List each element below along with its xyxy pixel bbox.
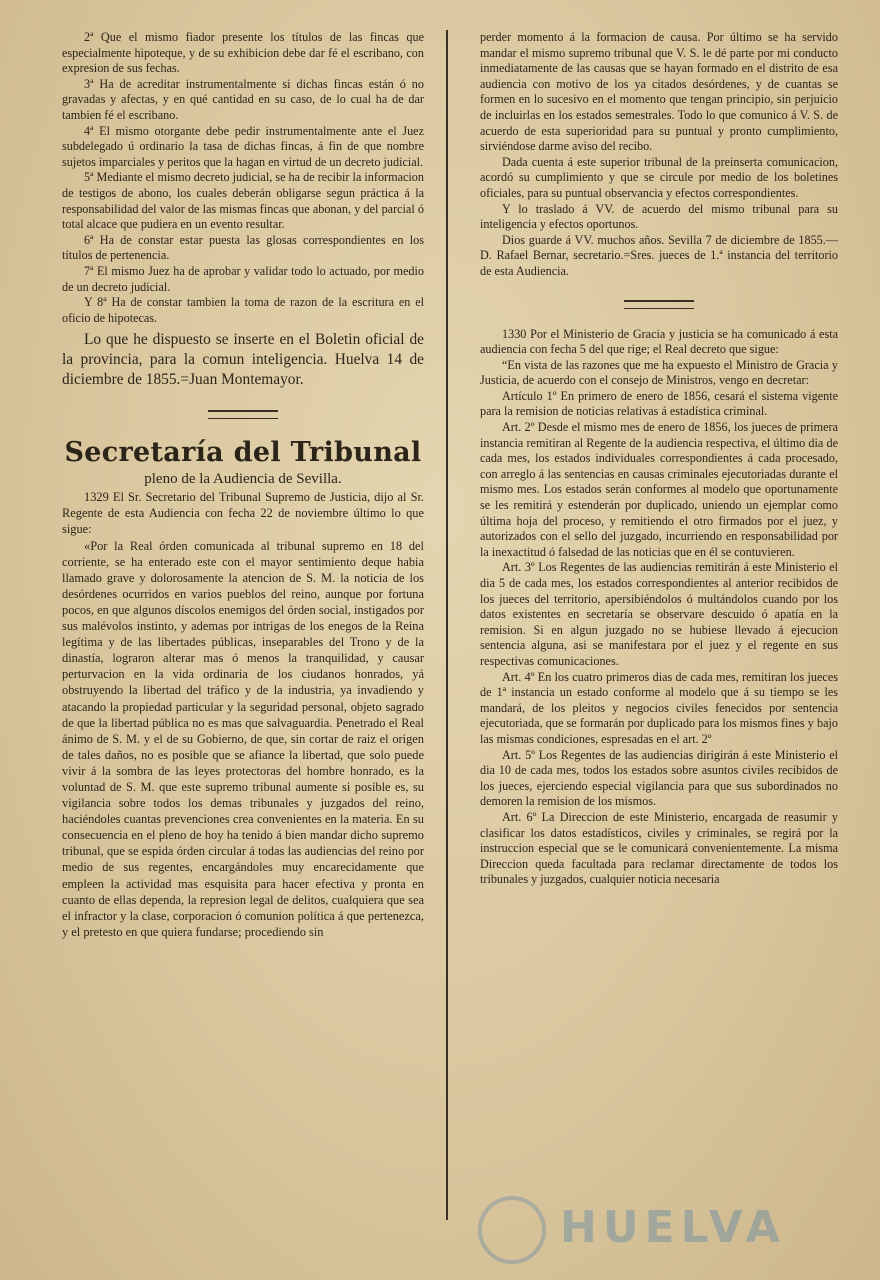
paragraph-decree-quote: “En vista de las razones que me ha expuesto el Ministro de Gracia y Justicia, de acuerdo con el consejo de Ministros, vengo en decretar: <box>480 357 838 388</box>
section-subtitle: pleno de la Audiencia de Sevilla. <box>144 471 342 488</box>
condition-8: Y 8ª Ha de constar tambien la toma de razon de la escritura en el oficio de hipotecas. <box>62 295 424 325</box>
condition-2: 2ª Que el mismo fiador presente los títulos de las fincas que especialmente hipoteque, y de su exhibicion debe dar fé el escribano, con expresion de sus fechas. <box>62 30 424 76</box>
column-rule <box>446 30 448 1220</box>
condition-7: 7ª El mismo Juez ha de aprobar y validar todo lo actuado, por medio de un decreto judicial. <box>62 263 424 294</box>
section-title: Secretaría del Tribunal <box>64 437 422 469</box>
article-1: Artículo 1º En primero de enero de 1856, cesará el sistema vigente para la remision de noticias relativas á estadística criminal. <box>480 388 838 419</box>
condition-6: 6ª Ha de constar estar puesta las glosas correspondientes en los títulos de pertenencia. <box>62 232 424 263</box>
edict-paragraph: Lo que he dispuesto se inserte en el Boletin oficial de la provincia, para la comun inteligencia. Huelva 14 de diciembre de 1855.=Juan Montemayor. <box>62 331 424 389</box>
condition-3: 3ª Ha de acreditar instrumentalmente si dichas fincas están ó no gravadas y afectas, y en qué cantidad en su caso, de lo cual ha de dar tambien fé el escribano. <box>62 76 424 122</box>
watermark-badge-icon <box>478 1196 546 1264</box>
article-5: Art. 5º Los Regentes de las audiencias dirigirán á este Ministerio el dia 10 de cada mes, todos los estados sobre asuntos civiles recibidos de los jueces, ejerciendo especial vigilancia para que sus subordinados no demoren la remision de los mismos. <box>480 747 838 809</box>
left-column <box>62 30 424 940</box>
article-4: Art. 4º En los cuatro primeros dias de cada mes, remitiran los jueces de 1ª instancia un estado conforme al modelo que á su tiempo se les mandará, de los pleitos y negocios civiles fenecidos por sentencia ejecutoriada, que se formarán por duplicado para los mismos fines y bajo las mismas condiciones, espresadas en el art. 2º <box>480 669 838 746</box>
paragraph-continuation: perder momento á la formacion de causa. Por último se ha servido mandar el mismo supremo tribunal que V. S. le dé parte por mi conducto inmediatamente de las causas que se hayan formado en el distrito de esa audiencia con motivo de los ya citados desórdenes, y de cuantas se formen en lo sucesivo en el momento que tengan principio, sin perjuicio de incluirlas en los estados semestrales. Todo lo que comunico á V. S. de acuerdo de esta superioridad para su puntual y pronto cumplimiento, sirviéndose darme aviso del recibo. <box>480 30 838 154</box>
condition-4: 4ª El mismo otorgante debe pedir instrumentalmente ante el Juez subdelegado ú ordinario la tasa de dichas fincas, á fin de que nombre sujetos imparciales y peritos que la hagan en virtud de un decreto judicial. <box>62 123 424 169</box>
article-2: Art. 2º Desde el mismo mes de enero de 1856, los jueces de primera instancia remitiran al Regente de la audiencia respectiva, el último dia de cada mes, los estados individuales correspondientes á cada procesado, con arreglo á las sentencias en causas criminales ejecutoriadas durante el mismo mes. Los estados serán conformes al modelo que oportunamente se les remitirá y estenderán por duplicado, uniendo un ejemplar como última hoja del proceso, y remitiendo el otro firmados por el juez, y autorizados con el sello del juzgado, incurriendo en responsabilidad por la inexactitud ó falsedad de las noticias que en él se contuvieren. <box>480 420 838 559</box>
section-divider-ornament-right <box>624 300 694 309</box>
paragraph-traslado: Y lo traslado á VV. de acuerdo del mismo tribunal para su inteligencia y efectos oportunos. <box>480 201 838 232</box>
article-3: Art. 3º Los Regentes de las audiencias remitirán á este Ministerio el dia 5 de cada mes, los estados correspondientes al anterior recibidos de los jueces del territorio, apersibiéndolos ó multándolos cuando por los datos existentes en secretaría se observare descuido ó apatía en la remision. Si en algun juzgado no se hubiese llevado á ejecucion sentencia alguna, asi se manifestara por el juez y el regente en sus respectivas comunicaciones. <box>480 560 838 668</box>
paragraph-dada-cuenta: Dada cuenta á este superior tribunal de la preinserta comunicacion, acordó su cumplimiento y que se circule por medio de los boletines oficiales, para su puntual observancia y efectos correspondientes. <box>480 154 838 200</box>
section-divider-ornament <box>208 410 278 419</box>
watermark-text: HUELVA <box>560 1202 786 1253</box>
paragraph-1329-intro: 1329 El Sr. Secretario del Tribunal Supremo de Justicia, dijo al Sr. Regente de esta Audiencia con fecha 22 de noviembre último lo que sigue: <box>62 490 424 537</box>
paragraph-1329-order: «Por la Real órden comunicada al tribunal supremo en 18 del corriente, se ha enterado este con el mayor sentimiento deque habia llamado grave y dolorosamente la atencion de S. M. la noticia de los desórdenes ocurridos en varios pueblos del reino, aunque por fortuna pocos, en que algunos díscolos enemigos del órden social, instigados por sus malévolos instinto, y ademas por intrigas de los enegos de la Reina legítima y de las libertades públicas, inseparables del Trono y de la dinastía, lograron alterar mas ó menos la tranquilidad, y causar perturvacion en la vida ordinaria de los ciudanos honrados, yá obstruyendo la libertad del tráfico y de la industria, ya invadiendo y atacando la propiedad particular y la seguridad personal, objeto sagrado de que la libertad pública no es mas que salvaguardia. Penetrado el Real ánimo de S. M. y el de su Gobierno, de que, sin cortar de raiz el origen de tales daños, no es posible que se afiance la libertad, que solo puede vivir á la sombra de las leyes protectoras del hombre honrado, es la voluntad de S. M. que este supremo tribunal aumente si posible es, su vigilancia sobre todos los demas tribunales y juzgados del reino, haciéndoles cuantas prevenciones crea convenientes en la materia. En su consecuencia en el pleno de hoy ha tenido á bien mandar dicho supremo tribunal, que se espida órden circular á todas las audiencias del reino por medio de sus regentes, encargándoles muy encarecidamente que empleen la actividad mas esquisita para hacer efectiva y pronta en cuanto de ellas dependa, la represion legal de delitos, cualquiera que sea el infractor y la clase, corporacion ó comunion política á que pertenezca, y el pretesto en que quiera fundarse; procediendo sin <box>62 538 424 939</box>
condition-5: 5ª Mediante el mismo decreto judicial, se ha de recibir la informacion de testigos de abono, los cuales deberán obligarse segun práctica á la responsabilidad del valor de las mismas fincas que abonan, y del parcial ó total alcace que pudiera en un evento resultar. <box>62 170 424 232</box>
paragraph-signature: Dios guarde á VV. muchos años. Sevilla 7 de diciembre de 1855.—D. Rafael Bernar, secretario.=Sres. jueces de 1.ª instancia del territorio de esta Audiencia. <box>480 232 838 278</box>
right-column <box>480 30 838 888</box>
article-6: Art. 6º La Direccion de este Ministerio, encargada de reasumir y clasificar los datos estadísticos, civiles y criminales, se regirá por la instruccion especial que se le comunicará convenientemente. La misma Direccion queda facultada para reclamar directamente de todos los tribunales y juzgados, cualquier noticia necesaria <box>480 809 838 887</box>
paragraph-1330: 1330 Por el Ministerio de Gracia y justicia se ha comunicado á esta audiencia con fecha 5 del que rige; el Real decreto que sigue: <box>480 326 838 357</box>
